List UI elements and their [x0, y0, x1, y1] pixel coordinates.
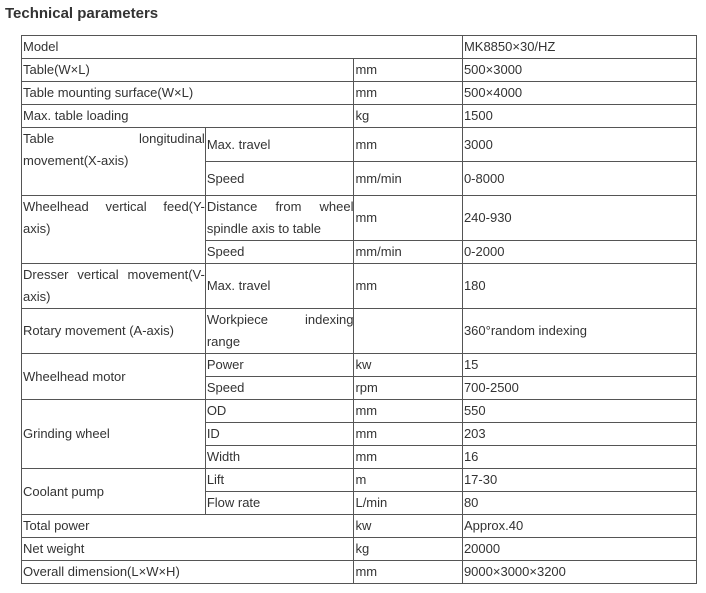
table-row — [22, 264, 697, 309]
row-value: 1500 — [462, 105, 696, 128]
row-value: 15 — [462, 354, 696, 377]
row-unit: kw — [354, 515, 462, 538]
row-unit: mm — [354, 400, 462, 423]
row-unit: mm — [354, 59, 462, 82]
row-param: Speed — [205, 162, 354, 196]
row-label: Net weight — [22, 538, 354, 561]
table-row — [22, 128, 697, 162]
row-unit: kg — [354, 105, 462, 128]
table-row — [22, 515, 697, 538]
row-unit: mm/min — [354, 162, 462, 196]
row-value: 500×4000 — [462, 82, 696, 105]
row-unit: mm — [354, 446, 462, 469]
row-value: 20000 — [462, 538, 696, 561]
row-label: Coolant pump — [22, 469, 206, 515]
row-unit: mm/min — [354, 241, 462, 264]
row-value: Approx.40 — [462, 515, 696, 538]
row-value: MK8850×30/HZ — [462, 36, 696, 59]
row-param: Speed — [205, 377, 354, 400]
row-unit: kg — [354, 538, 462, 561]
row-unit — [354, 309, 462, 354]
row-param: OD — [205, 400, 354, 423]
row-label: Max. table loading — [22, 105, 354, 128]
row-label: Table(W×L) — [22, 59, 354, 82]
row-label: Rotary movement (A-axis) — [22, 309, 206, 354]
row-label: Total power — [22, 515, 354, 538]
row-value: 203 — [462, 423, 696, 446]
row-unit: L/min — [354, 492, 462, 515]
row-label: Wheelhead vertical feed(Y-axis) — [22, 196, 206, 264]
row-value: 0-2000 — [462, 241, 696, 264]
table-row — [22, 354, 697, 377]
row-value: 80 — [462, 492, 696, 515]
row-value: 360°random indexing — [462, 309, 696, 354]
row-label: Table mounting surface(W×L) — [22, 82, 354, 105]
row-param: Power — [205, 354, 354, 377]
row-param: Distance from wheel spindle axis to table — [205, 196, 354, 241]
row-value: 240-930 — [462, 196, 696, 241]
row-value: 500×3000 — [462, 59, 696, 82]
row-label: Grinding wheel — [22, 400, 206, 469]
row-unit: mm — [354, 264, 462, 309]
row-unit: m — [354, 469, 462, 492]
row-param: Max. travel — [205, 264, 354, 309]
row-value: 9000×3000×3200 — [462, 561, 696, 584]
row-unit: mm — [354, 423, 462, 446]
table-row — [22, 105, 697, 128]
row-value: 700-2500 — [462, 377, 696, 400]
row-label: Overall dimension(L×W×H) — [22, 561, 354, 584]
row-param: Workpiece indexing range — [205, 309, 354, 354]
row-param: Flow rate — [205, 492, 354, 515]
table-row — [22, 309, 697, 354]
row-value: 0-8000 — [462, 162, 696, 196]
row-unit: mm — [354, 561, 462, 584]
row-value: 3000 — [462, 128, 696, 162]
table-row — [22, 82, 697, 105]
table-row — [22, 469, 697, 492]
row-unit: mm — [354, 128, 462, 162]
row-unit: mm — [354, 82, 462, 105]
row-param: Width — [205, 446, 354, 469]
row-label: Table longitudinal movement(X-axis) — [22, 128, 206, 196]
table-row — [22, 36, 697, 59]
row-param: Max. travel — [205, 128, 354, 162]
row-value: 550 — [462, 400, 696, 423]
row-unit: mm — [354, 196, 462, 241]
page-title: Technical parameters — [5, 5, 159, 22]
table-row — [22, 59, 697, 82]
row-label: Dresser vertical movement(V-axis) — [22, 264, 206, 309]
table-row — [22, 538, 697, 561]
technical-parameters-table — [21, 35, 697, 584]
row-param: Speed — [205, 241, 354, 264]
row-param: Lift — [205, 469, 354, 492]
row-value: 16 — [462, 446, 696, 469]
row-label: Wheelhead motor — [22, 354, 206, 400]
row-label: Model — [22, 36, 463, 59]
row-value: 17-30 — [462, 469, 696, 492]
row-unit: rpm — [354, 377, 462, 400]
row-param: ID — [205, 423, 354, 446]
table-row — [22, 561, 697, 584]
row-unit: kw — [354, 354, 462, 377]
table-row — [22, 400, 697, 423]
table-row — [22, 196, 697, 241]
row-value: 180 — [462, 264, 696, 309]
